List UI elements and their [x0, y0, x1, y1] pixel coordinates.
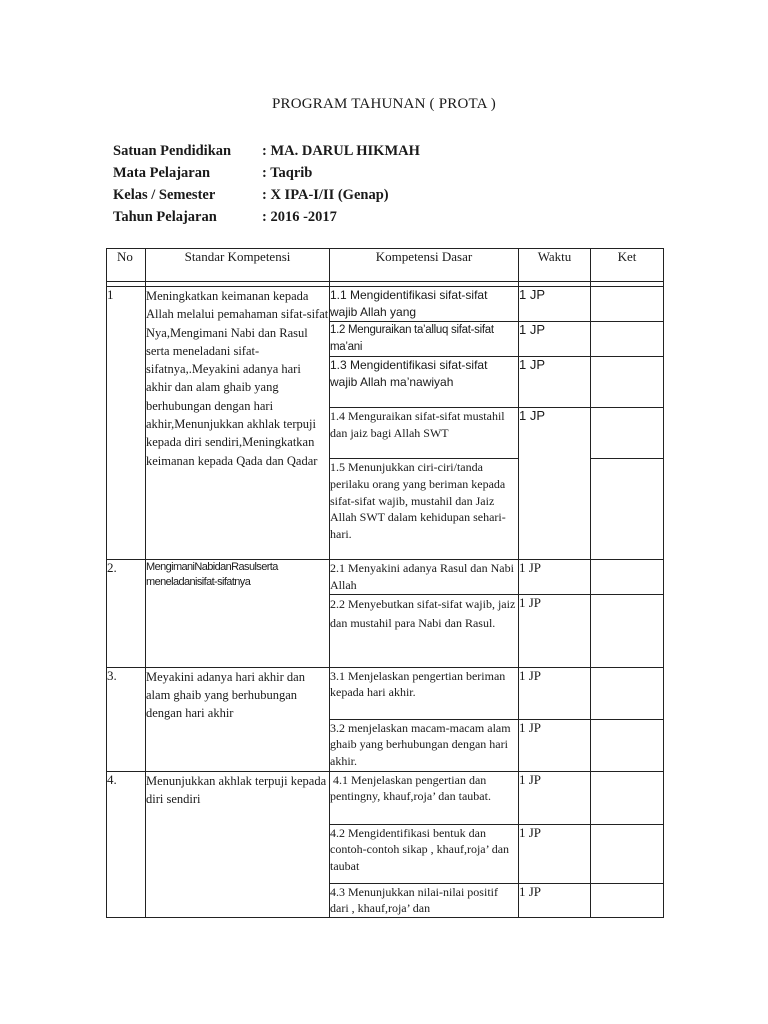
meta-row-mata-pelajaran — [113, 162, 420, 184]
ket-cell — [591, 459, 664, 560]
waktu-cell: 1 JP — [519, 667, 591, 719]
standar-kompetensi-cell: Menunjukkan akhlak terpuji kepada diri sendiri — [146, 771, 330, 918]
document-meta — [113, 140, 420, 228]
ket-cell — [591, 287, 664, 322]
header-standar-kompetensi: Standar Kompetensi — [146, 249, 330, 282]
prota-table — [106, 248, 664, 918]
kompetensi-dasar-cell: 1.4 Menguraikan sifat-sifat mustahil dan jaiz bagi Allah SWT — [330, 408, 519, 459]
ket-cell — [591, 594, 664, 667]
document-title: PROGRAM TAHUNAN ( PROTA ) — [271, 96, 496, 112]
meta-row-satuan-pendidikan — [113, 140, 420, 162]
waktu-cell: 1 JP — [519, 287, 591, 322]
ket-cell — [591, 560, 664, 595]
table-row — [107, 287, 664, 322]
ket-cell — [591, 883, 664, 918]
header-no: No — [107, 249, 146, 282]
standar-kompetensi-cell: MengimaniNabidanRasulserta meneladanisifat-sifatnya — [146, 560, 330, 668]
meta-label: Kelas / Semester — [113, 186, 216, 203]
kompetensi-dasar-cell: 4.3 Menunjukkan nilai-nilai positif dari , khauf,roja’ dan — [330, 883, 519, 918]
waktu-cell: 1 JP — [519, 824, 591, 883]
table-row — [107, 560, 664, 595]
waktu-cell: 1 JP — [519, 357, 591, 408]
row-number: 2. — [107, 560, 146, 668]
header-waktu: Waktu — [519, 249, 591, 282]
kompetensi-dasar-cell: 4.1 Menjelaskan pengertian dan pentingny, khauf,roja’ dan taubat. — [330, 771, 519, 824]
kompetensi-dasar-cell: 2.1 Menyakini adanya Rasul dan Nabi Allah — [330, 560, 519, 595]
table-row — [107, 667, 664, 719]
meta-value: : Taqrib — [262, 164, 313, 181]
kompetensi-dasar-cell: 3.1 Menjelaskan pengertian beriman kepada hari akhir. — [330, 667, 519, 719]
waktu-cell: 1 JP — [519, 560, 591, 595]
ket-cell — [591, 824, 664, 883]
kompetensi-dasar-cell: 1.1 Mengidentifikasi sifat-sifat wajib Allah yang — [330, 287, 519, 322]
kompetensi-dasar-cell: 1.3 Mengidentifikasi sifat-sifat wajib Allah ma’nawiyah — [330, 357, 519, 408]
meta-row-kelas-semester — [113, 184, 420, 206]
meta-label: Satuan Pendidikan — [113, 142, 232, 159]
waktu-cell: 1 JP — [519, 408, 591, 560]
table-header-row — [107, 249, 664, 282]
meta-label: Tahun Pelajaran — [113, 208, 217, 225]
meta-value: : X IPA-I/II (Genap) — [262, 186, 389, 203]
row-number: 3. — [107, 667, 146, 771]
ket-cell — [591, 719, 664, 771]
waktu-cell: 1 JP — [519, 322, 591, 357]
header-kompetensi-dasar: Kompetensi Dasar — [330, 249, 519, 282]
ket-cell — [591, 322, 664, 357]
standar-kompetensi-cell: Meningkatkan keimanan kepada Allah melalui pemahaman sifat-sifat Nya,Mengimani Nabi dan Rasul serta meneladani sifat-sifatnya,.Meyakini adanya hari akhir dan alam ghaib yang berhubungan dengan hari akhir,Menunjukkan akhlak terpuji kepada diri sendiri,Meningkatkan keimanan kepada Qada dan Qadar — [146, 287, 330, 560]
row-number: 1 — [107, 287, 146, 560]
row-number: 4. — [107, 771, 146, 918]
kompetensi-dasar-cell: 1.5 Menunjukkan ciri-ciri/tanda perilaku orang yang beriman kepada sifat-sifat wajib, mustahil dan Jaiz Allah SWT dalam kehidupan sehari-hari. — [330, 459, 519, 560]
meta-value: : 2016 -2017 — [262, 208, 337, 225]
kompetensi-dasar-cell: 2.2 Menyebutkan sifat-sifat wajib, jaiz dan mustahil para Nabi dan Rasul. — [330, 594, 519, 667]
kompetensi-dasar-cell: 4.2 Mengidentifikasi bentuk dan contoh-contoh sikap , khauf,roja’ dan taubat — [330, 824, 519, 883]
meta-value: : MA. DARUL HIKMAH — [262, 142, 420, 159]
ket-cell — [591, 771, 664, 824]
meta-label: Mata Pelajaran — [113, 164, 211, 181]
waktu-cell: 1 JP — [519, 883, 591, 918]
waktu-cell: 1 JP — [519, 719, 591, 771]
kompetensi-dasar-cell: 3.2 menjelaskan macam-macam alam ghaib yang berhubungan dengan hari akhir. — [330, 719, 519, 771]
table-row — [107, 771, 664, 824]
waktu-cell: 1 JP — [519, 594, 591, 667]
ket-cell — [591, 408, 664, 459]
ket-cell — [591, 357, 664, 408]
meta-row-tahun-pelajaran — [113, 206, 420, 228]
ket-cell — [591, 667, 664, 719]
waktu-cell: 1 JP — [519, 771, 591, 824]
header-ket: Ket — [591, 249, 664, 282]
kompetensi-dasar-cell: 1.2 Menguraikan ta’alluq sifat-sifat ma’ani — [330, 322, 519, 357]
standar-kompetensi-cell: Meyakini adanya hari akhir dan alam ghaib yang berhubungan dengan hari akhir — [146, 667, 330, 771]
